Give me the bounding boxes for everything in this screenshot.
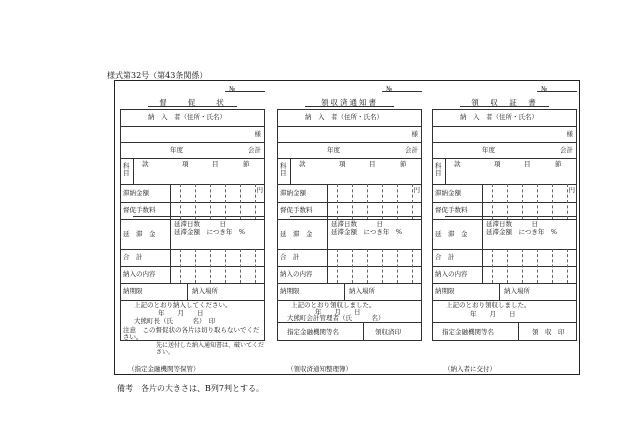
title-underline [460,106,549,107]
fee-label: 督促手数料 [435,206,468,214]
delay-rate: 延滞金額 につき年 % [174,228,246,236]
form-title: 領収済通知書 [321,98,378,107]
form-title: 督 促 状 [159,98,226,107]
payer-label: 納 入 者（住所・氏名） [305,113,383,121]
deadline-label: 納期限 [123,287,143,295]
place-label: 納入場所 [349,287,375,295]
number-label: № [385,85,392,93]
delay-label: 延 滞 金 [435,230,468,238]
setsu-label: 節 [555,160,562,168]
bottom-caption: （指定金融機関等保管） [128,365,200,373]
bank-label: 指定金融機関等名 [442,328,494,336]
issuer-line: 大熊町会計管理者（氏 名） [287,314,385,322]
kou-label: 項 [494,160,501,168]
date-line: 年 月 日 [158,309,204,317]
account-label: 会計 [248,146,261,154]
date-line: 年 月 日 [315,308,361,316]
delay-rate: 延滞金額 につき年 % [486,228,558,236]
deadline-label: 納期限 [280,287,300,295]
account-label: 会計 [560,146,573,154]
kou-label: 項 [339,160,346,168]
caution-text: 注意 この督促状の各片は切り取らないでください。 [123,326,260,342]
moku-label: 目 [524,160,531,168]
delay-label: 延 滞 金 [123,230,156,238]
kamoku-label: 科目 [123,162,130,177]
number-underline [537,91,577,92]
date-line: 年 月 日 [470,310,516,318]
delay-days: 延滞日数 日 [486,220,538,228]
kamoku-label: 科目 [280,162,287,177]
number-underline [225,91,265,92]
year-label: 年度 [482,146,495,154]
title-underline [305,106,394,107]
delay-rate: 延滞金額 につき年 % [331,228,403,236]
fee-label: 督促手数料 [280,206,313,214]
issuer-line: 大熊町長（氏 名） 印 [134,317,216,325]
payer-label: 納 入 者（住所・氏名） [148,113,226,121]
form-header: 様式第32号（第43条関係） [107,71,208,80]
number-underline [382,91,422,92]
content-label: 納入の内容 [280,270,313,278]
deadline-label: 納期限 [435,287,455,295]
delay-label: 延 滞 金 [280,230,313,238]
form-ryoshusumi-tsuchisho [277,86,422,374]
notice-text: 上記のとおり領収しました。 [446,301,531,309]
kan-label: 款 [454,160,461,168]
delay-days: 延滞日数 日 [174,220,226,228]
amount-due-label: 滞納金額 [435,189,461,197]
number-label: № [228,85,235,93]
place-label: 納入場所 [504,287,530,295]
form-tokusoku [120,86,265,374]
total-label: 合 計 [435,253,455,261]
year-label: 年度 [170,146,183,154]
bottom-caption: （領収済通知整理簿） [287,365,352,373]
total-label: 合 計 [123,253,143,261]
sama-label: 様 [254,130,261,138]
number-label: № [540,85,547,93]
yen-label: 円 [413,186,420,194]
fee-label: 督促手数料 [123,206,156,214]
title-underline [148,106,237,107]
account-label: 会計 [405,146,418,154]
notice-text: 上記のとおり領収しました。 [291,301,376,309]
footer-note: 備考 各片の大きさは、B列7判とする。 [117,384,264,393]
delay-days: 延滞日数 日 [331,220,383,228]
amount-due-label: 滞納金額 [123,189,149,197]
kamoku-label: 科目 [435,162,442,177]
content-label: 納入の内容 [435,270,468,278]
sama-label: 様 [566,130,573,138]
bank-label: 指定金融機関等名 [287,328,339,336]
stamp-label: 領収済印 [375,328,401,336]
caution-text-2: 先に送付した納入通知書は、破いてください。 [156,342,265,356]
yen-label: 円 [256,186,263,194]
yen-label: 円 [568,186,575,194]
kan-label: 款 [299,160,306,168]
setsu-label: 節 [243,160,250,168]
place-label: 納入場所 [192,287,218,295]
notice-text: 上記のとおり納入してください。 [134,301,232,309]
bottom-caption: （納入者に交付） [444,365,496,373]
content-label: 納入の内容 [123,270,156,278]
total-label: 合 計 [280,253,300,261]
kou-label: 項 [182,160,189,168]
form-ryoshu-shosho [432,86,577,374]
kan-label: 款 [142,160,149,168]
moku-label: 目 [212,160,219,168]
stamp-label: 領 収 印 [532,328,565,336]
sama-label: 様 [411,130,418,138]
amount-due-label: 滞納金額 [280,189,306,197]
moku-label: 目 [369,160,376,168]
form-title: 領 収 証 書 [471,98,538,107]
setsu-label: 節 [400,160,407,168]
year-label: 年度 [327,146,340,154]
payer-label: 納 入 者（住所・氏名） [460,113,538,121]
